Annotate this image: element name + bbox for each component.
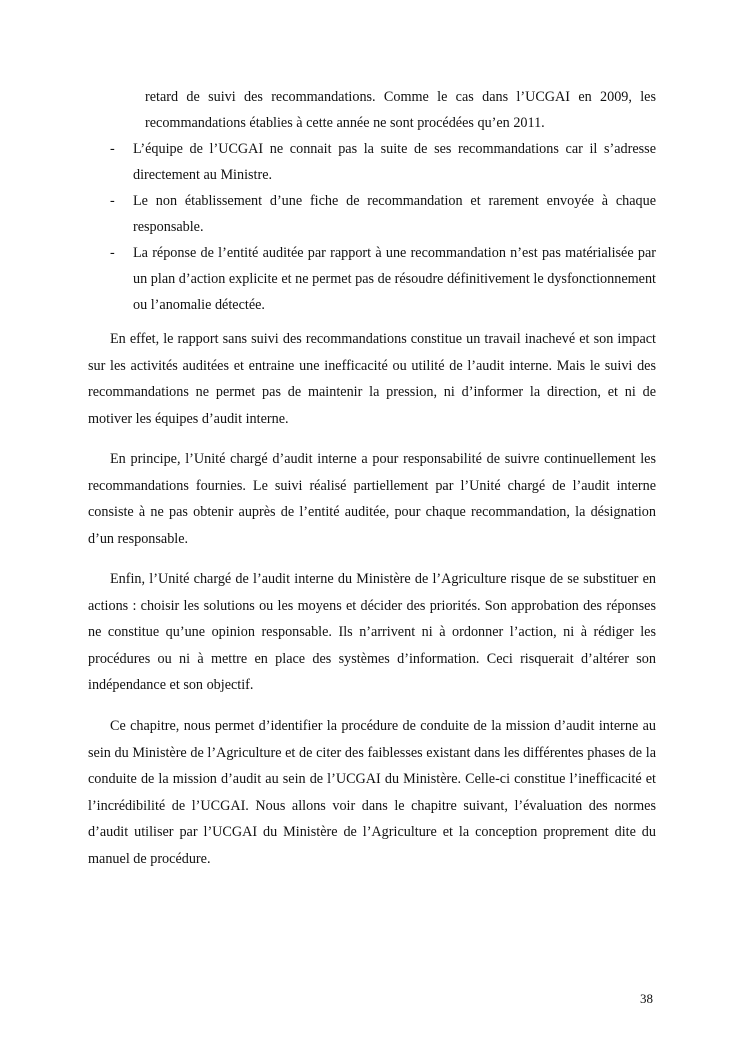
bullet-item <box>88 188 656 240</box>
continuation-text <box>145 84 656 136</box>
bullet-text: L’équipe de l’UCGAI ne connait pas la suite de ses recommandations car il s’adresse directement au Ministre. <box>133 141 656 183</box>
bullet-text: Le non établissement d’une fiche de recommandation et rarement envoyée à chaque responsable. <box>133 193 656 235</box>
paragraph-principe: En principe, l’Unité chargé d’audit interne a pour responsabilité de suivre continuellement les recommandations fournies. Le suivi réalisé partiellement par l’Unité chargé de l’audit interne consiste à ne pas obtenir auprès de l’entité auditée, pour chaque recommandation, la désignation d’un responsable. <box>88 451 656 547</box>
paragraph-effet: En effet, le rapport sans suivi des recommandations constitue un travail inachevé et son impact sur les activités auditées et entraine une inefficacité ou utilité de l’audit interne. Mais le suivi des recommandations ne permet pas de maintenir la pression, ni d’informer la direction, et ni de motiver les équipes d’audit interne. <box>88 331 656 427</box>
page-body <box>88 84 656 886</box>
continuation-line-2: recommandations établies à cette année ne sont procédées qu’en 2011. <box>145 115 545 131</box>
bullet-item <box>88 240 656 318</box>
bullet-dash: - <box>110 193 115 209</box>
bullet-text: La réponse de l’entité auditée par rapport à une recommandation n’est pas matérialisée par un plan d’action explicite et ne permet pas de résoudre définitivement le dysfonctionnement ou l’anomalie détectée. <box>133 245 656 313</box>
bullet-dash: - <box>110 141 115 157</box>
bullet-dash: - <box>110 245 115 261</box>
paragraph-enfin: Enfin, l’Unité chargé de l’audit interne du Ministère de l’Agriculture risque de se substituer en actions : choisir les solutions ou les moyens et décider des priorités. Son approbation des réponses ne constitue qu’une opinion responsable. Ils n’arrivent ni à ordonner l’action, ni à rédiger les procédures ou ni à mettre en place des systèmes d’information. Ceci risquerait d’altérer son indépendance et son objectif. <box>88 571 656 694</box>
page-number: 38 <box>640 991 653 1006</box>
continuation-line-1: retard de suivi des recommandations. Comme le cas dans l’UCGAI en 2009, les <box>145 89 656 105</box>
bullet-item <box>88 136 656 188</box>
paragraph-chapitre: Ce chapitre, nous permet d’identifier la procédure de conduite de la mission d’audit interne au sein du Ministère de l’Agriculture et de citer des faiblesses existant dans les différentes phases de la conduite de la mission d’audit au sein de l’UCGAI du Ministère. Celle-ci constitue l’inefficacité et l’incrédibilité de l’UCGAI. Nous allons voir dans le chapitre suivant, l’évaluation des normes d’audit utiliser par l’UCGAI du Ministère de l’Agriculture et la conception proprement dite du manuel de procédure. <box>88 718 656 867</box>
